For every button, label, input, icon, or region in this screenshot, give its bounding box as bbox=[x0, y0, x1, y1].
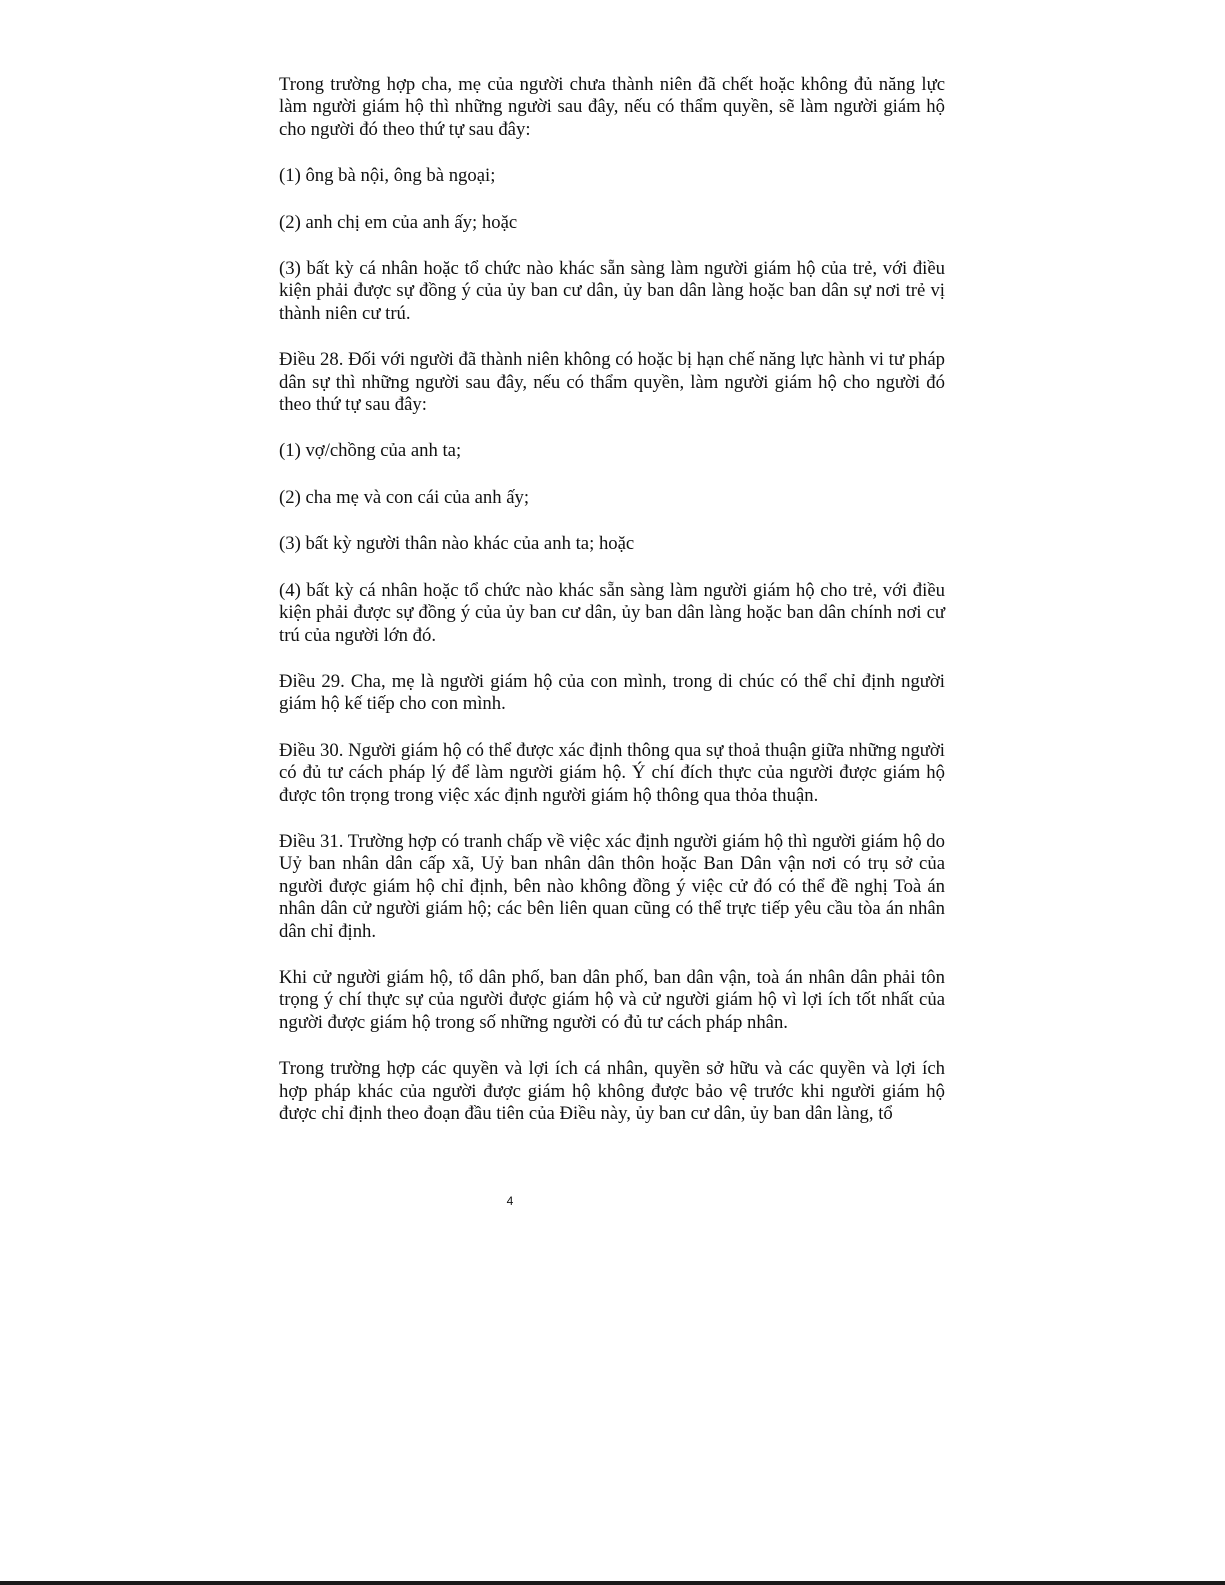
paragraph-minor-item-3: (3) bất kỳ cá nhân hoặc tổ chức nào khác sẵn sàng làm người giám hộ của trẻ, với điều kiện phải được sự đồng ý của ủy ban cư dân, ủy ban dân làng hoặc ban dân sự nơi trẻ vị thành niên cư trú. bbox=[279, 258, 945, 324]
page-number: 4 bbox=[506, 1194, 514, 1208]
paragraph-appointment-respect: Khi cử người giám hộ, tổ dân phố, ban dân phố, ban dân vận, toà án nhân dân phải tôn trọng ý chí thực sự của người được giám hộ và cử người giám hộ vì lợi ích tốt nhất của người được giám hộ trong số những người có đủ tư cách pháp nhân. bbox=[279, 966, 945, 1033]
paragraph-minor-item-1: (1) ông bà nội, ông bà ngoại; bbox=[279, 165, 496, 187]
paragraph-adult-item-4: (4) bất kỳ cá nhân hoặc tổ chức nào khác sẵn sàng làm người giám hộ cho trẻ, với điều kiện phải được sự đồng ý của ủy ban cư dân, ủy ban dân làng hoặc ban dân chính nơi cư trú của người lớn đó. bbox=[279, 579, 945, 646]
paragraph-article-30: Điều 30. Người giám hộ có thể được xác định thông qua sự thoả thuận giữa những người có đủ tư cách pháp lý để làm người giám hộ. Ý chí đích thực của người được giám hộ được tôn trọng trong việc xác định người giám hộ thông qua thỏa thuận. bbox=[279, 739, 945, 806]
paragraph-adult-item-3: (3) bất kỳ người thân nào khác của anh ta; hoặc bbox=[279, 533, 635, 555]
paragraph-adult-item-1: (1) vợ/chồng của anh ta; bbox=[279, 440, 462, 462]
paragraph-minor-item-2: (2) anh chị em của anh ấy; hoặc bbox=[279, 211, 518, 233]
paragraph-adult-item-2: (2) cha mẹ và con cái của anh ấy; bbox=[279, 486, 530, 508]
paragraph-guardianship-minor-intro: Trong trường hợp cha, mẹ của người chưa thành niên đã chết hoặc không đủ năng lực làm người giám hộ thì những người sau đây, nếu có thẩm quyền, sẽ làm người giám hộ cho người đó theo thứ tự sau đây: bbox=[279, 74, 945, 140]
paragraph-article-29: Điều 29. Cha, mẹ là người giám hộ của con mình, trong di chúc có thể chỉ định người giám hộ kế tiếp cho con mình. bbox=[279, 670, 945, 715]
document-body bbox=[279, 74, 945, 1149]
bottom-edge-divider bbox=[0, 1581, 1225, 1585]
paragraph-article-31: Điều 31. Trường hợp có tranh chấp về việc xác định người giám hộ thì người giám hộ do Uỷ ban nhân dân cấp xã, Uỷ ban nhân dân thôn hoặc Ban Dân vận nơi có trụ sở của người được giám hộ chỉ định, bên nào không đồng ý việc cử đó có thể đề nghị Toà án nhân dân cử người giám hộ; các bên liên quan cũng có thể trực tiếp yêu cầu tòa án nhân dân chỉ định. bbox=[279, 830, 945, 942]
paragraph-interim-protection: Trong trường hợp các quyền và lợi ích cá nhân, quyền sở hữu và các quyền và lợi ích hợp pháp khác của người được giám hộ không được bảo vệ trước khi người giám hộ được chỉ định theo đoạn đầu tiên của Điều này, ủy ban cư dân, ủy ban dân làng, tổ bbox=[279, 1058, 945, 1124]
paragraph-article-28: Điều 28. Đối với người đã thành niên không có hoặc bị hạn chế năng lực hành vi tư pháp dân sự thì những người sau đây, nếu có thẩm quyền, làm người giám hộ cho người đó theo thứ tự sau đây: bbox=[279, 349, 945, 416]
